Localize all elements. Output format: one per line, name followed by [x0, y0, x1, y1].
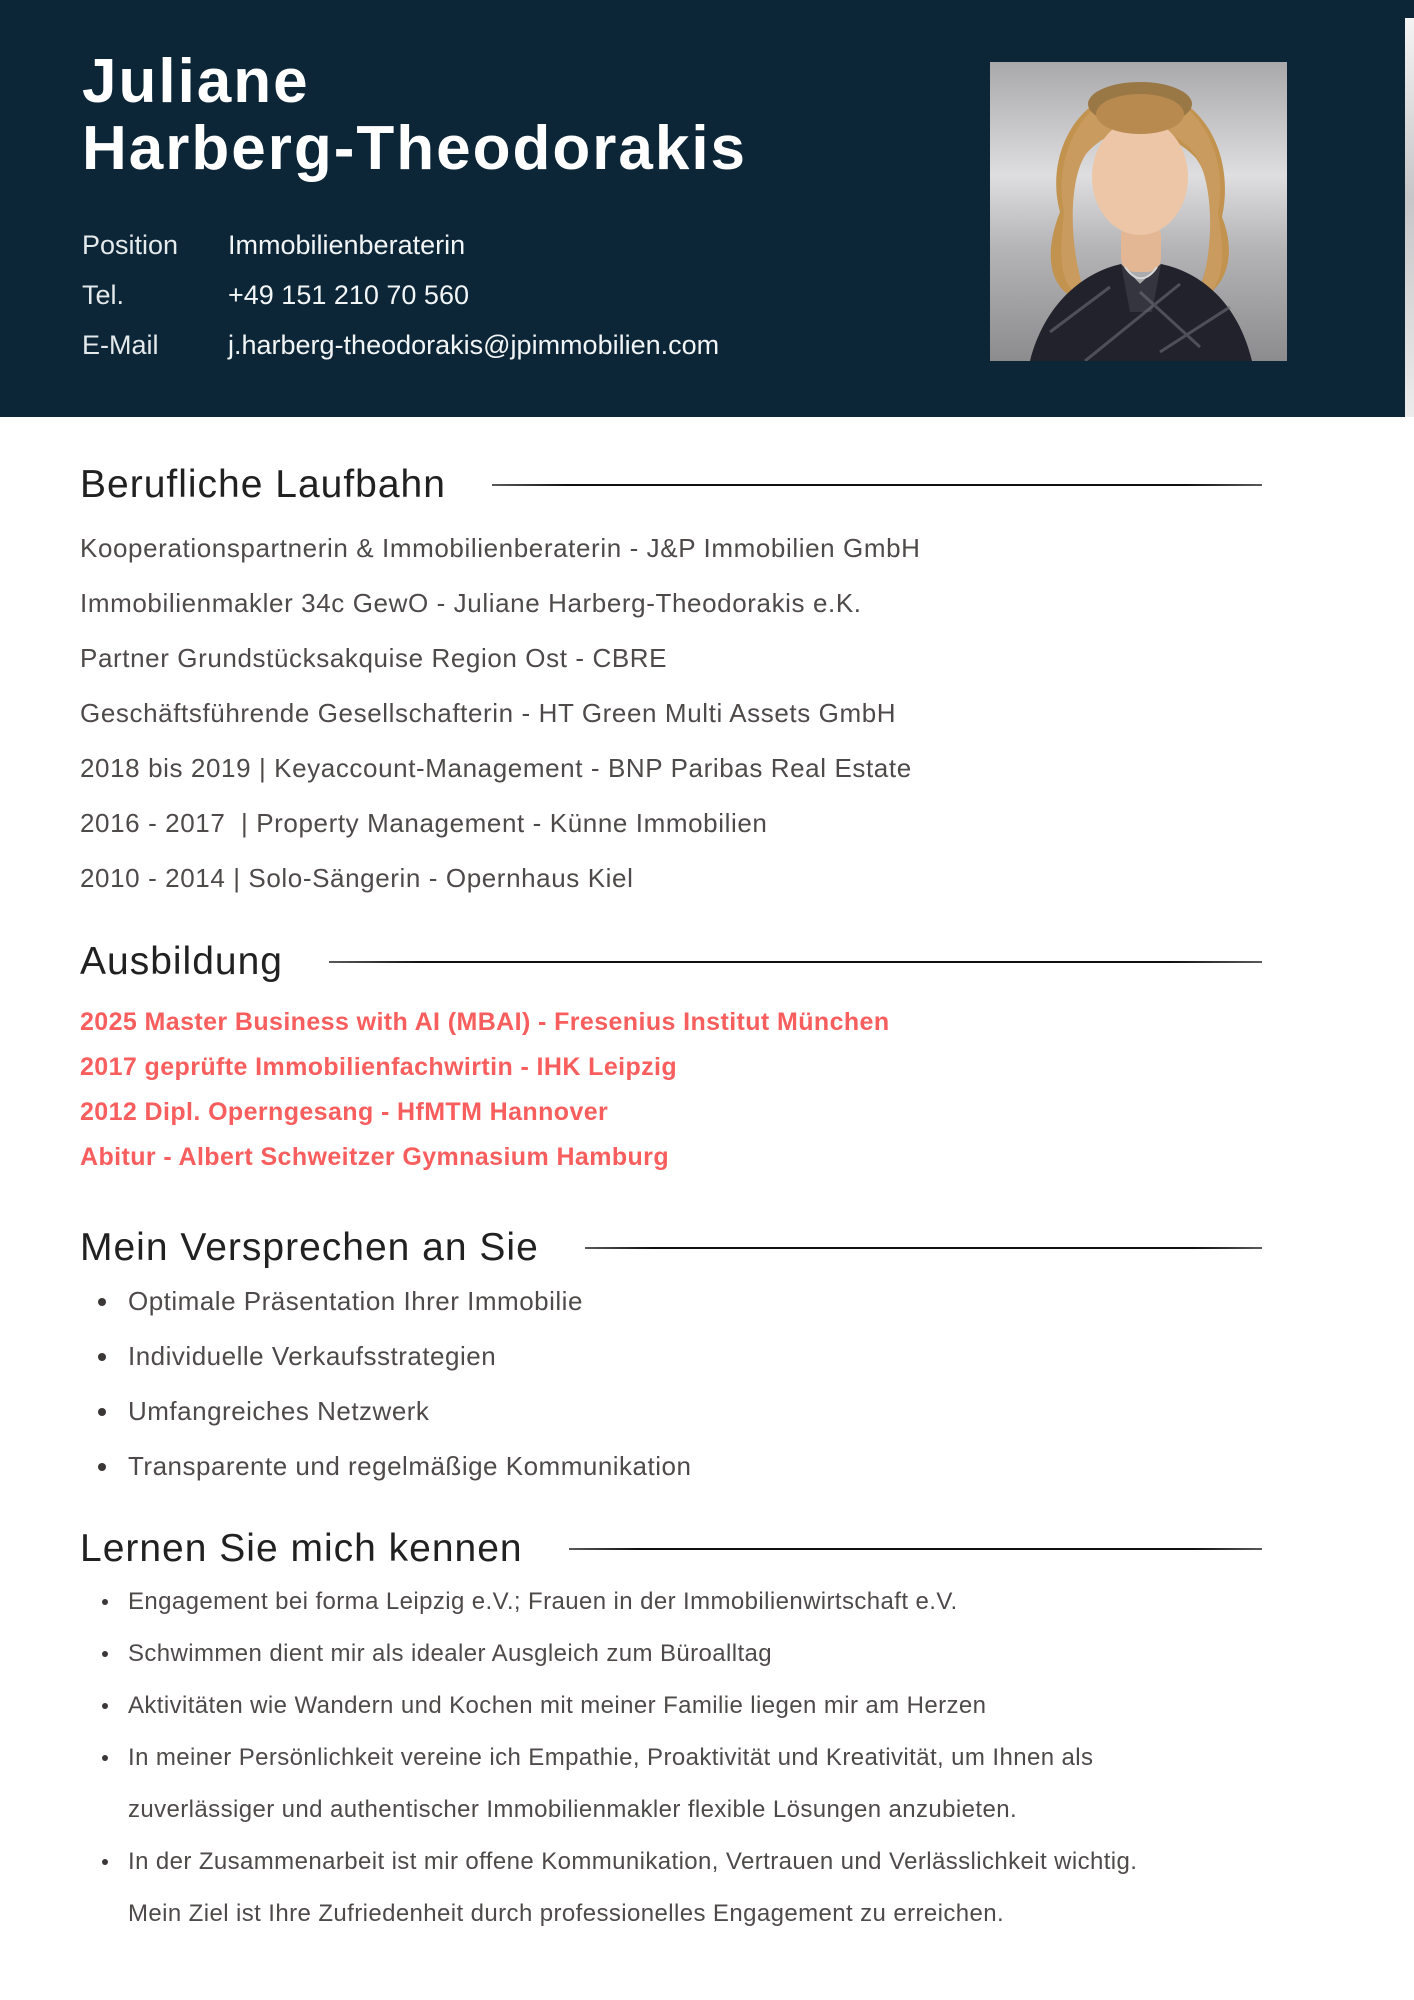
career-item: 2010 - 2014 | Solo-Sängerin - Opernhaus Kiel: [80, 863, 634, 893]
about-item-line: Schwimmen dient mir als idealer Ausgleich zum Büroalltag: [128, 1640, 773, 1667]
section-title-education: Ausbildung: [80, 940, 283, 983]
bullet-icon: [102, 1755, 108, 1761]
heading-rule: [585, 1247, 1262, 1249]
list-item: [80, 1836, 1334, 1940]
about-item-line: In meiner Persönlichkeit vereine ich Empathie, Proaktivität und Kreativität, um Ihnen als: [128, 1744, 1094, 1771]
name-line-2: Harberg-Theodorakis: [82, 114, 748, 183]
promise-item-text: Umfangreiches Netzwerk: [128, 1396, 430, 1426]
heading-rule: [492, 484, 1262, 486]
bullet-icon: [102, 1599, 108, 1605]
career-item: Geschäftsführende Gesellschafterin - HT Green Multi Assets GmbH: [80, 698, 897, 728]
main-content: [0, 417, 1414, 1940]
career-item: Partner Grundstücksakquise Region Ost - CBRE: [80, 643, 668, 673]
header: [0, 0, 1414, 417]
list-item: [80, 1628, 1334, 1680]
career-item: 2016 - 2017 | Property Management - Künne Immobilien: [80, 808, 768, 838]
education-list: [80, 1000, 1334, 1180]
person-name: [82, 48, 747, 182]
education-item: 2012 Dipl. Operngesang - HfMTM Hannover: [80, 1098, 609, 1126]
name-line-1: Juliane: [82, 47, 310, 116]
contact-label-position: Position: [82, 230, 179, 260]
bullet-icon: [98, 1463, 106, 1471]
career-item: Immobilienmakler 34c GewO - Juliane Harberg-Theodorakis e.K.: [80, 588, 862, 618]
promise-list: [80, 1274, 1334, 1494]
contact-label-email: E-Mail: [82, 330, 159, 360]
career-list: [80, 521, 1334, 906]
section-title-about: Lernen Sie mich kennen: [80, 1527, 523, 1570]
page-edge-strip: [1405, 18, 1414, 417]
education-item: 2017 geprüfte Immobilienfachwirtin - IHK Leipzig: [80, 1053, 678, 1081]
section-heading-career: [80, 463, 1262, 507]
about-item-line: In der Zusammenarbeit ist mir offene Kommunikation, Vertrauen und Verlässlichkeit wichtig.: [128, 1848, 1138, 1875]
contact-value-position: Immobilienberaterin: [228, 230, 466, 260]
list-item: [80, 1680, 1334, 1732]
list-item: [80, 1439, 1334, 1494]
promise-item-text: Individuelle Verkaufsstrategien: [128, 1341, 497, 1371]
bullet-icon: [98, 1353, 106, 1361]
contact-list: [82, 220, 719, 370]
section-title-career: Berufliche Laufbahn: [80, 463, 446, 506]
bullet-icon: [98, 1298, 106, 1306]
list-item: [80, 1329, 1334, 1384]
heading-rule: [329, 961, 1262, 963]
contact-value-tel: +49 151 210 70 560: [228, 280, 469, 310]
contact-label-tel: Tel.: [82, 280, 125, 310]
list-item: [80, 1732, 1334, 1836]
list-item: [80, 1274, 1334, 1329]
contact-value-email: j.harberg-theodorakis@jpimmobilien.com: [228, 330, 720, 360]
section-title-promise: Mein Versprechen an Sie: [80, 1226, 539, 1269]
about-item-line: Mein Ziel ist Ihre Zufriedenheit durch professionelles Engagement zu erreichen.: [128, 1900, 1005, 1927]
list-item: [80, 1384, 1334, 1439]
education-item: Abitur - Albert Schweitzer Gymnasium Hamburg: [80, 1143, 669, 1171]
profile-photo: [990, 62, 1287, 361]
section-heading-about: [80, 1527, 1262, 1571]
heading-rule: [569, 1548, 1262, 1550]
bullet-icon: [102, 1859, 108, 1865]
list-item: [80, 1576, 1334, 1628]
education-item: 2025 Master Business with AI (MBAI) - Fresenius Institut München: [80, 1008, 890, 1036]
section-heading-education: [80, 940, 1262, 984]
about-item-line: zuverlässiger und authentischer Immobilienmakler flexible Lösungen anzubieten.: [128, 1796, 1018, 1823]
bullet-icon: [98, 1408, 106, 1416]
about-item-line: Engagement bei forma Leipzig e.V.; Frauen in der Immobilienwirtschaft e.V.: [128, 1588, 958, 1615]
section-heading-promise: [80, 1226, 1262, 1270]
promise-item-text: Transparente und regelmäßige Kommunikation: [128, 1451, 692, 1481]
career-item: Kooperationspartnerin & Immobilienberaterin - J&P Immobilien GmbH: [80, 533, 921, 563]
promise-item-text: Optimale Präsentation Ihrer Immobilie: [128, 1286, 583, 1316]
career-item: 2018 bis 2019 | Keyaccount-Management - BNP Paribas Real Estate: [80, 753, 912, 783]
about-item-line: Aktivitäten wie Wandern und Kochen mit meiner Familie liegen mir am Herzen: [128, 1692, 987, 1719]
bullet-icon: [102, 1651, 108, 1657]
bullet-icon: [102, 1703, 108, 1709]
about-list: [80, 1576, 1334, 1940]
